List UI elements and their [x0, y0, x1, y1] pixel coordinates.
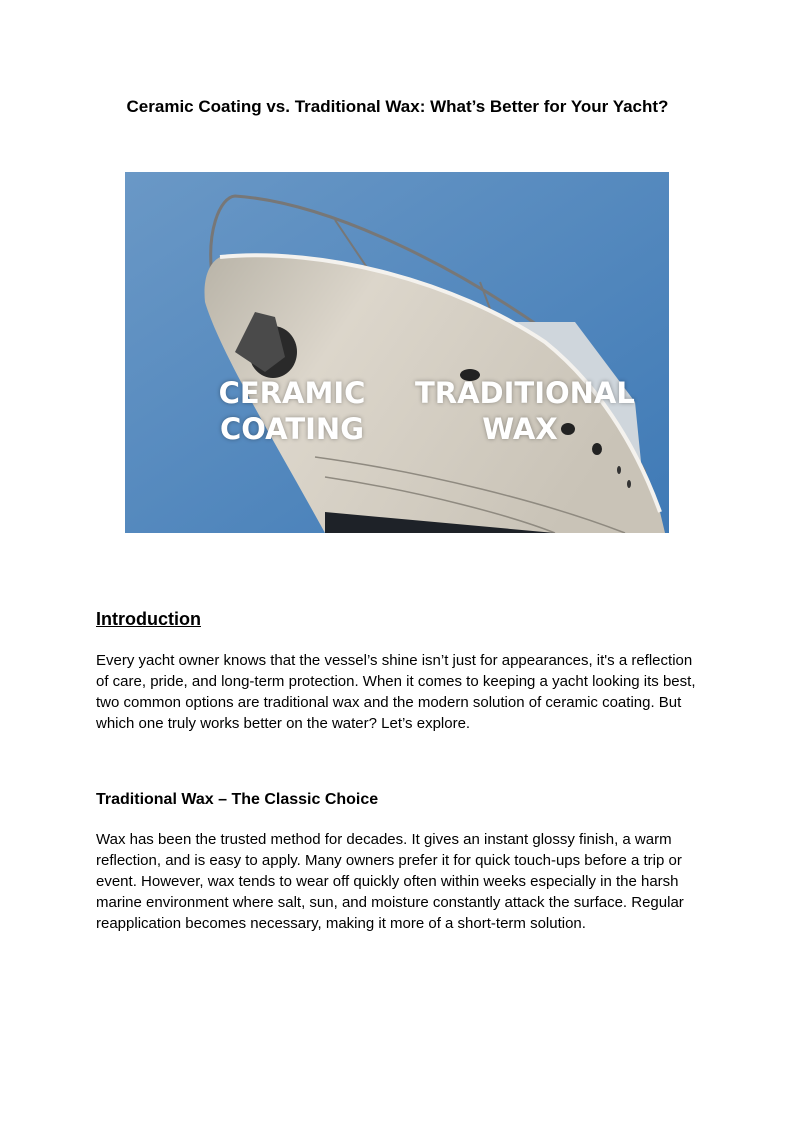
- wax-heading: Traditional Wax – The Classic Choice: [96, 791, 379, 808]
- overlay-traditional-wax: [415, 375, 635, 447]
- page-title: Ceramic Coating vs. Traditional Wax: What’s Better for Your Yacht?: [126, 97, 669, 116]
- yacht-bow-illustration: [125, 172, 669, 533]
- overlay-line: WAX: [482, 412, 558, 446]
- overlay-ceramic-coating: [217, 375, 367, 447]
- overlay-line: TRADITIONAL: [415, 376, 635, 410]
- overlay-line: CERAMIC: [218, 376, 366, 410]
- intro-paragraph: Every yacht owner knows that the vessel’s shine isn’t just for appearances, it's a reflection of care, pride, and long-term protection. When it comes to keeping a yacht looking its best, two common options are traditional wax and the modern solution of ceramic coating. But which one truly works better on the water? Let’s explore.: [96, 652, 696, 732]
- overlay-line: COATING: [220, 412, 364, 446]
- intro-heading: Introduction: [96, 609, 201, 629]
- hero-image: [125, 172, 669, 533]
- wax-paragraph: Wax has been the trusted method for decades. It gives an instant glossy finish, a warm reflection, and is easy to apply. Many owners prefer it for quick touch-ups before a trip or event. However, wax tends to wear off quickly often within weeks especially in the harsh marine environment where salt, sun, and moisture constantly attack the surface. Regular reapplication becomes necessary, making it more of a short-term solution.: [96, 831, 684, 932]
